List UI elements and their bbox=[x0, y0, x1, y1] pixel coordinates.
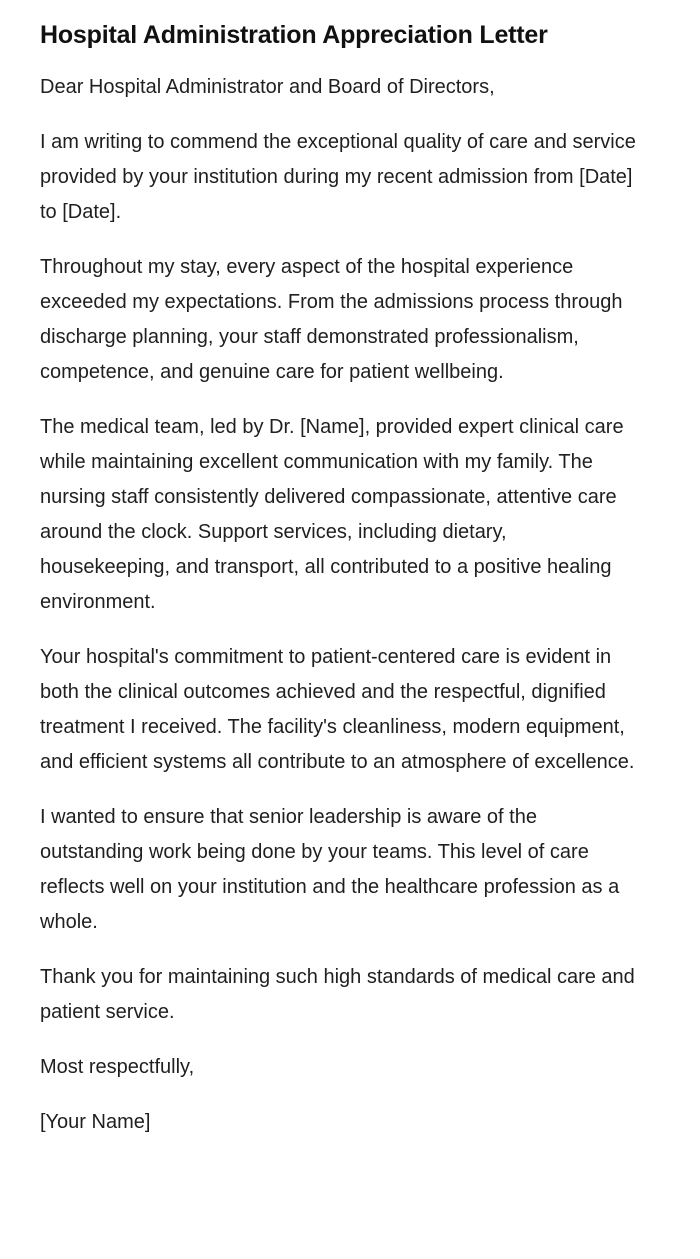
letter-signature-name: [Your Name] bbox=[40, 1111, 151, 1133]
page-title: Hospital Administration Appreciation Letter bbox=[40, 21, 548, 49]
letter-paragraph-4: Your hospital's commitment to patient-centered care is evident in both the clinical outcomes achieved and the respectful, dignified treatment I received. The facility's cleanliness, modern equipment, and efficient systems all contribute to an atmosphere of excellence. bbox=[40, 646, 635, 773]
letter-salutation: Dear Hospital Administrator and Board of Directors, bbox=[40, 76, 495, 98]
letter-paragraph-5: I wanted to ensure that senior leadership is aware of the outstanding work being done by your teams. This level of care reflects well on your institution and the healthcare profession as a whole. bbox=[40, 806, 620, 933]
letter-paragraph-1: I am writing to commend the exceptional quality of care and service provided by your institution during my recent admission from [Date] to [Date]. bbox=[40, 131, 636, 223]
letter-body bbox=[40, 70, 640, 1140]
letter-paragraph-3: The medical team, led by Dr. [Name], provided expert clinical care while maintaining excellent communication with my family. The nursing staff consistently delivered compassionate, attentive care around the clock. Support services, including dietary, housekeeping, and transport, all contributed to a positive healing environment. bbox=[40, 416, 624, 613]
letter-paragraph-6: Thank you for maintaining such high standards of medical care and patient service. bbox=[40, 966, 635, 1023]
letter-paragraph-2: Throughout my stay, every aspect of the hospital experience exceeded my expectations. From the admissions process through discharge planning, your staff demonstrated professionalism, competence, and genuine care for patient wellbeing. bbox=[40, 256, 623, 383]
letter-closing: Most respectfully, bbox=[40, 1056, 195, 1078]
